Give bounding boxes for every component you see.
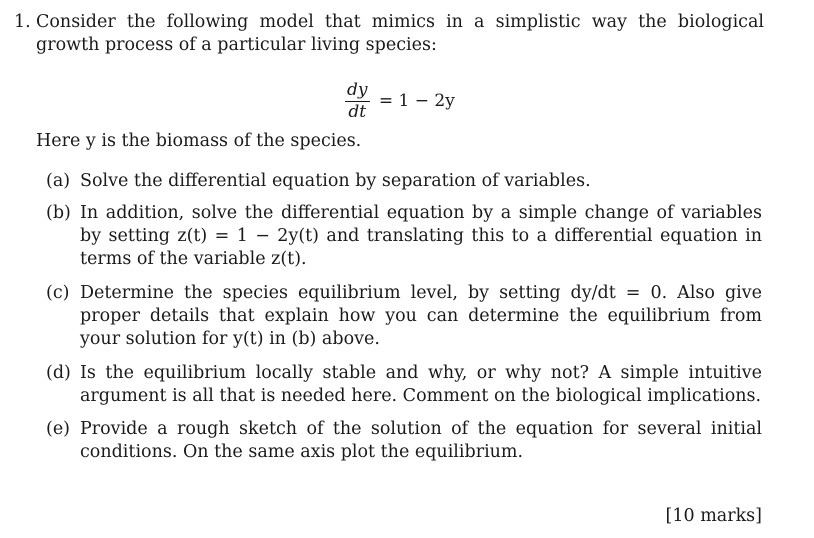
part-a bbox=[46, 170, 762, 193]
question-number: 1. bbox=[14, 12, 31, 32]
fraction-numerator: dy bbox=[347, 79, 368, 100]
part-label: (b) bbox=[46, 203, 71, 223]
part-label: (e) bbox=[46, 419, 71, 439]
part-text: Is the equilibrium locally stable and why, or why not? A simple intuitive argument is all that is needed here. Comment on the biological implications. bbox=[80, 363, 762, 406]
part-e bbox=[46, 418, 762, 464]
derivative-fraction bbox=[345, 80, 370, 123]
differential-equation bbox=[345, 77, 455, 125]
equation-rhs: = 1 − 2y bbox=[373, 90, 455, 111]
part-d bbox=[46, 362, 762, 408]
part-c bbox=[46, 282, 762, 351]
fraction-denominator: dt bbox=[348, 101, 367, 122]
part-b bbox=[46, 202, 762, 271]
part-text: Provide a rough sketch of the solution of the equation for several initial conditions. On the same axis plot the equilibrium. bbox=[80, 419, 762, 462]
part-label: (a) bbox=[46, 171, 71, 191]
question-intro: Consider the following model that mimics in a simplistic way the biological growth process of a particular living species: bbox=[36, 12, 764, 55]
marks-label: [10 marks] bbox=[665, 506, 762, 526]
part-label: (d) bbox=[46, 363, 71, 383]
part-text: In addition, solve the differential equation by a simple change of variables by setting z(t) = 1 − 2y(t) and translating this to a differential equation in terms of the variable z(t). bbox=[80, 203, 762, 269]
part-text: Determine the species equilibrium level, by setting dy/dt = 0. Also give proper details that explain how you can determine the equilibrium from your solution for y(t) in (b) above. bbox=[80, 283, 762, 349]
part-label: (c) bbox=[46, 283, 70, 303]
part-text: Solve the differential equation by separation of variables. bbox=[80, 171, 591, 191]
variable-note: Here y is the biomass of the species. bbox=[36, 131, 362, 151]
